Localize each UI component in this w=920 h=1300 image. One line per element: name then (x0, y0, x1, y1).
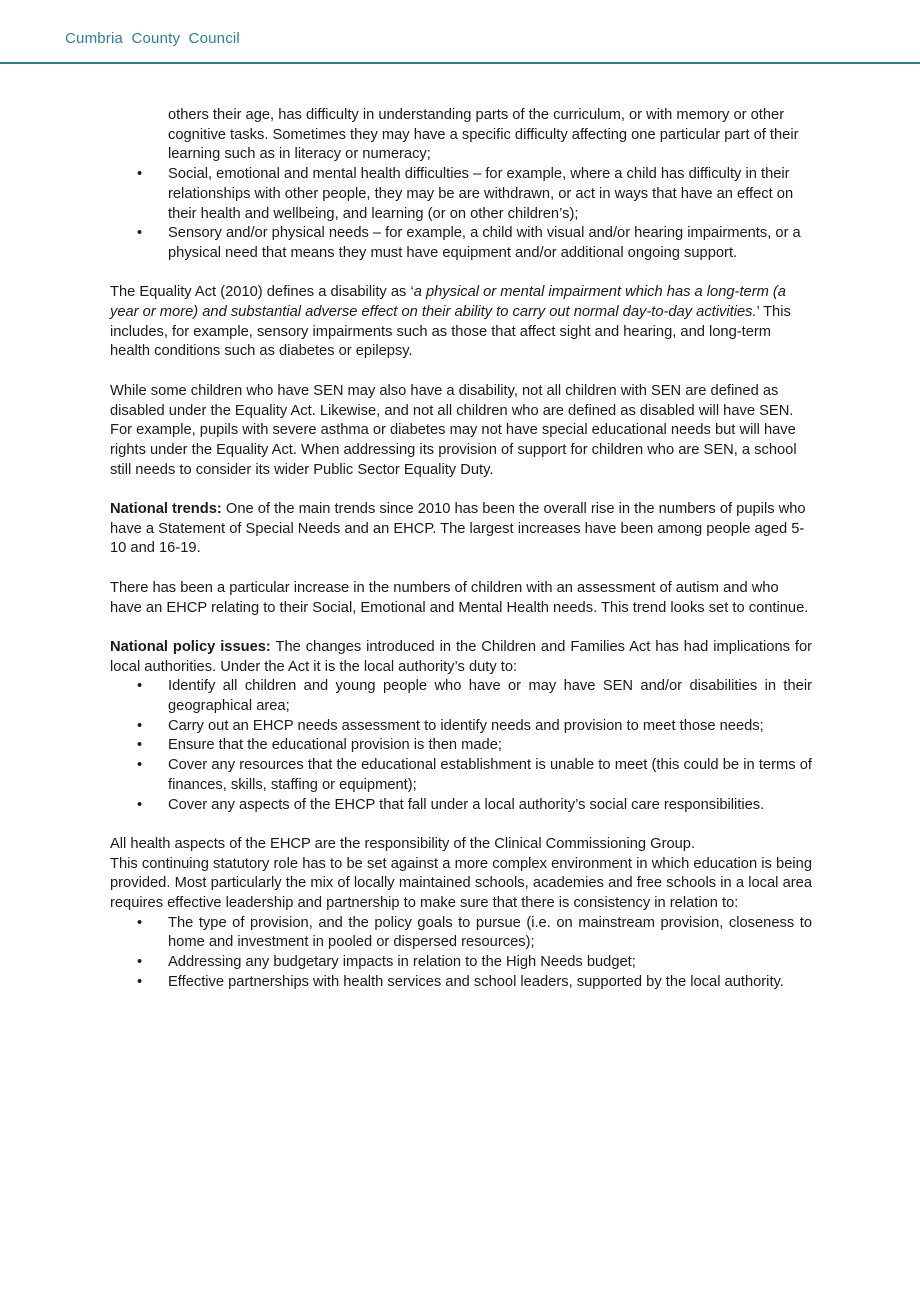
text-run: Cover any aspects of the EHCP that fall under a local authority’s social care responsibilities. (168, 796, 765, 813)
bullet-list (110, 106, 812, 264)
text-run: There has been a particular increase in the numbers of children with an assessment of autism and who have an EHCP relating to their Social, Emotional and Mental Health needs. This trend looks set to continue. (110, 579, 809, 616)
paragraph (110, 382, 812, 481)
bullet-list (110, 914, 812, 993)
paragraph (110, 283, 812, 362)
text-run: ’ This includes, for example, sensory impairments such as those that affect sight and hearing, and long-term health conditions such as diabetes or epilepsy. (110, 304, 791, 360)
bullet-item (110, 736, 812, 756)
paragraph (110, 579, 812, 618)
paragraph (110, 835, 812, 855)
text-run: The type of provision, and the policy goals to pursue (i.e. on mainstream provision, closeness to home and investment in pooled or dispersed resources); (168, 914, 812, 951)
text-run: While some children who have SEN may also have a disability, not all children with SEN are defined as disabled under the Equality Act. Likewise, and not all children who are defined as disabled will have SEN. For example, pupils with severe asthma or diabetes may not have special educational needs but will have rights under the Equality Act. When addressing its provision of support for children who are SEN, a school still needs to consider its wider Public Sector Equality Duty. (110, 382, 797, 478)
document-content (110, 106, 812, 1012)
bullet-item (110, 224, 812, 263)
header-rule (0, 62, 920, 64)
bullet-item (110, 796, 812, 816)
list-continuation (110, 106, 812, 165)
text-run: Addressing any budgetary impacts in relation to the High Needs budget; (168, 954, 636, 971)
text-run: Ensure that the educational provision is then made; (168, 737, 502, 754)
bullet-item (110, 165, 812, 224)
bullet-item (110, 717, 812, 737)
text-run: Carry out an EHCP needs assessment to identify needs and provision to meet those needs; (168, 717, 764, 734)
text-run: Sensory and/or physical needs – for example, a child with visual and/or hearing impairments, or a physical need that means they must have equipment and/or additional ongoing support. (168, 225, 801, 261)
text-run: The Equality Act (2010) defines a disability as ‘ (110, 284, 414, 301)
text-run: others their age, has difficulty in understanding parts of the curriculum, or with memory or other cognitive tasks. Sometimes they may have a specific difficulty affecting one particular part of their learning such as in literacy or numeracy; (168, 107, 799, 163)
text-run: Effective partnerships with health services and school leaders, supported by the local authority. (168, 973, 784, 990)
text-run: The changes introduced in the Children and Families Act has had implications for local authorities. Under the Act it is the local authority’s duty to: (110, 638, 812, 675)
paragraph (110, 638, 812, 677)
bullet-item (110, 973, 812, 993)
text-run: One of the main trends since 2010 has been the overall rise in the numbers of pupils who have a Statement of Special Needs and an EHCP. The largest increases have been among people aged 5-10 and 16-19. (110, 501, 806, 557)
text-run: a physical or mental impairment which has a long-term (a year or more) and substantial adverse effect on their ability to carry out normal day-to-day activities. (110, 284, 786, 321)
bullet-list (110, 677, 812, 815)
bullet-item (110, 953, 812, 973)
paragraph (110, 855, 812, 914)
text-run: This continuing statutory role has to be set against a more complex environment in which education is being provided. Most particularly the mix of locally maintained schools, academies and free schools in a local area requires effective leadership and partnership to make sure that there is consistency in relation to: (110, 855, 812, 912)
text-run: Cover any resources that the educational establishment is unable to meet (this could be in terms of finances, skills, staffing or equipment); (168, 757, 812, 793)
paragraph (110, 500, 812, 559)
text-run: Social, emotional and mental health difficulties – for example, where a child has difficulty in their relationships with other people, they may be are withdrawn, or act in ways that have an effect on their health and wellbeing, and learning (or on other children’s); (168, 166, 794, 222)
bullet-item (110, 756, 812, 795)
text-run: All health aspects of the EHCP are the responsibility of the Clinical Commissioning Group. (110, 835, 696, 852)
bullet-item (110, 914, 812, 953)
text-run: National trends: (110, 501, 222, 518)
council-logo-text: Cumbria County Council (65, 30, 240, 47)
text-run: National policy issues: (110, 638, 271, 655)
text-run: Identify all children and young people who have or may have SEN and/or disabilities in their geographical area; (168, 678, 812, 715)
bullet-item (110, 677, 812, 716)
